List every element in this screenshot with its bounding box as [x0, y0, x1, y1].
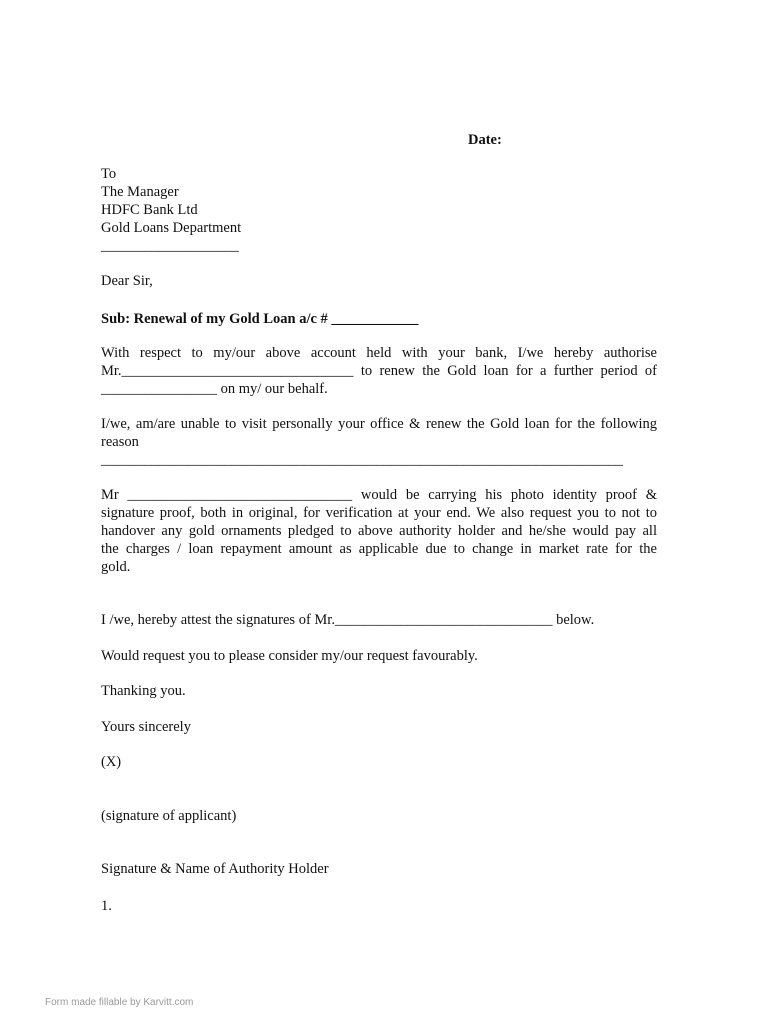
attest-line: I /we, hereby attest the signatures of Mr.______________________________ below. [101, 612, 595, 628]
footer-note: Form made fillable by Karvitt.com [45, 997, 194, 1008]
paragraph-line: Mr.________________________________ to renew the Gold loan for a further period of [101, 363, 657, 379]
subject-line: Sub: Renewal of my Gold Loan a/c # ____________ [101, 311, 419, 327]
paragraph-line: Mr _______________________________ would be carrying his photo identity proof & [101, 487, 657, 503]
thanks-line: Thanking you. [101, 683, 186, 699]
paragraph-line: ________________ on my/ our behalf. [101, 381, 328, 397]
paragraph-line: I/we, am/are unable to visit personally your office & renew the Gold loan for the following [101, 416, 657, 432]
reason-paragraph [101, 415, 657, 469]
signature-mark: (X) [101, 754, 122, 770]
date-label: Date: [468, 132, 502, 148]
authority-item-1: 1. [101, 898, 112, 914]
closing-line: Yours sincerely [101, 719, 191, 735]
authorisation-paragraph [101, 344, 657, 398]
paragraph-line: handover any gold ornaments pledged to above authority holder and he/she would pay all [101, 523, 657, 539]
authority-heading: Signature & Name of Authority Holder [101, 861, 329, 877]
request-line: Would request you to please consider my/our request favourably. [101, 648, 478, 664]
paragraph-line: gold. [101, 559, 131, 575]
authority-holder-paragraph [101, 486, 657, 576]
paragraph-line: the charges / loan repayment amount as applicable due to change in market rate for the [101, 541, 657, 557]
address-to: To [101, 166, 117, 182]
reason-blank-line: ________________________________________________________________________ [101, 452, 623, 468]
paragraph-line: reason [101, 434, 139, 450]
paragraph-line: signature proof, both in original, for verification at your end. We also request you to not to [101, 505, 657, 521]
address-blank-line: ___________________ [101, 238, 239, 254]
address-recipient: The Manager [101, 184, 179, 200]
salutation: Dear Sir, [101, 273, 153, 289]
paragraph-line: With respect to my/our above account held with your bank, I/we hereby authorise [101, 345, 657, 361]
address-department: Gold Loans Department [101, 220, 242, 236]
address-bank: HDFC Bank Ltd [101, 202, 198, 218]
signature-caption: (signature of applicant) [101, 808, 237, 824]
